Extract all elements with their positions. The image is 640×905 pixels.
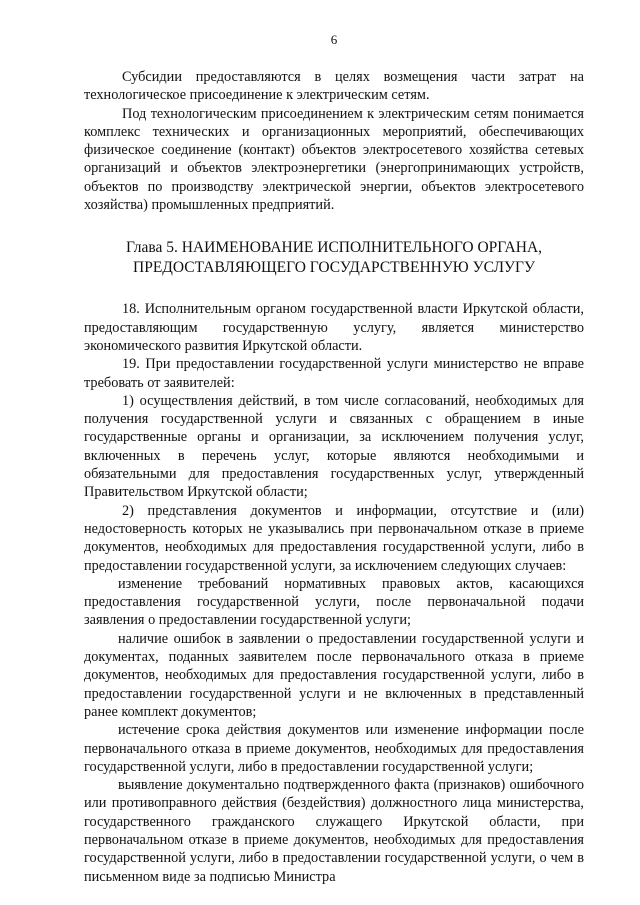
- paragraph-subsidies: Субсидии предоставляются в целях возмещения части затрат на технологическое присоединение к электрическим сетям.: [84, 69, 584, 104]
- paragraph-19: 19. При предоставлении государственной услуги министерство не вправе требовать от заявителей:: [84, 356, 584, 391]
- chapter-heading: [84, 238, 584, 278]
- exception-unlawful-action: выявление документально подтвержденного факта (признаков) ошибочного или противоправного действия (бездействия) должностного лица министерства, государственного гражданского служащего Иркутской области, при первоначальном отказе в приеме документов, необходимых для предоставления государственной услуги, либо в предоставлении государственной услуги, о чем в письменном виде за подписью Министра: [84, 777, 584, 885]
- paragraph-tech-connection: Под технологическим присоединением к электрическим сетям понимается комплекс технических и организационных мероприятий, обеспечивающих физическое соединение (контакт) объектов электросетевого хозяйства сетевых организаций и объектов электроэнергетики (энергопринимающих устройств, объектов по производству электрической энергии, объектов электросетевого хозяйства) промышленных предприятий.: [84, 105, 584, 214]
- page-number: 6: [330, 32, 338, 47]
- chapter-heading-line-2: ПРЕДОСТАВЛЯЮЩЕГО ГОСУДАРСТВЕННУЮ УСЛУГУ: [133, 259, 535, 277]
- paragraph-18: 18. Исполнительным органом государственной власти Иркутской области, предоставляющим государственную услугу, является министерство экономического развития Иркутской области.: [84, 301, 584, 354]
- exception-document-expiry: истечение срока действия документов или изменение информации после первоначального отказа в приеме документов, необходимых для предоставления государственной услуги, либо в предоставлении государственной услуги;: [84, 722, 584, 775]
- exception-requirements-change: изменение требований нормативных правовых актов, касающихся предоставления государственной услуги, после первоначальной подачи заявления о предоставлении государственной услуги;: [84, 575, 584, 629]
- exception-errors-in-application: наличие ошибок в заявлении о предоставлении государственной услуги и документах, поданных заявителем после первоначального отказа в приеме документов, необходимых для предоставления государственной услуги, либо в предоставлении государственной услуги и не включенных в представленный ранее комплект документов;: [84, 630, 584, 720]
- chapter-heading-line-1: Глава 5. НАИМЕНОВАНИЕ ИСПОЛНИТЕЛЬНОГО ОРГАНА,: [125, 239, 543, 257]
- paragraph-19-item-1: 1) осуществления действий, в том числе согласований, необходимых для получения государственной услуги и связанных с обращением в иные государственные органы и организации, за исключением получения услуг, включенных в перечень услуг, которые являются необходимыми и обязательными для предоставления государственных услуг, утвержденный Правительством Иркутской области;: [84, 392, 584, 501]
- paragraph-19-item-2: 2) представления документов и информации, отсутствие и (или) недостоверность которых не указывались при первоначальном отказе в приеме документов, необходимых для предоставления государственной услуги, либо в предоставлении государственной услуги, за исключением следующих случаев:: [84, 502, 584, 574]
- document-page: [84, 32, 584, 886]
